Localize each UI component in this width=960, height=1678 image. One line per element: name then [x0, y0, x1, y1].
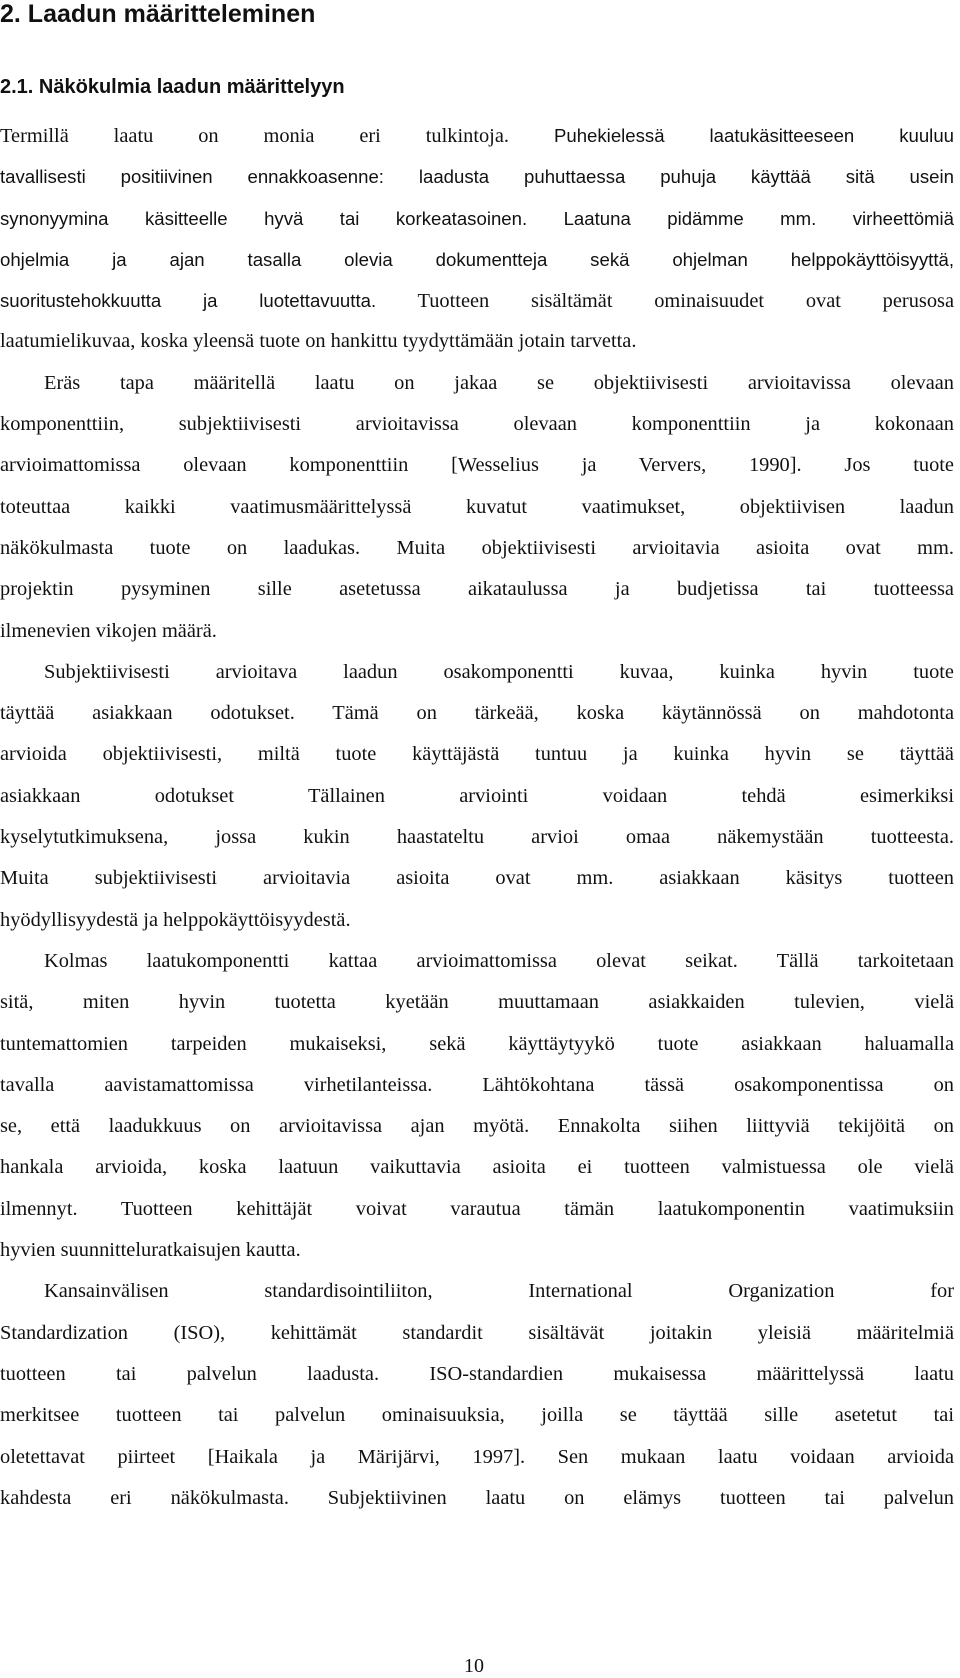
text-line: Muita subjektiivisesti arvioitavia asioita ovat mm. asiakkaan käsitys tuotteen — [0, 867, 954, 890]
text-line: Termillä laatu on monia eri tulkintoja. Puhekielessä laatukäsitteeseen kuuluu — [0, 125, 954, 147]
text-line: näkökulmasta tuote on laadukas. Muita objektiivisesti arvioitavia asioita ovat mm. — [0, 536, 954, 559]
text-line: Kolmas laatukomponentti kattaa arvioimattomissa olevat seikat. Tällä tarkoitetaan — [44, 949, 954, 972]
text-line: ilmenevien vikojen määrä. — [0, 619, 217, 642]
text-line: hyödyllisyydestä ja helppokäyttöisyydestä. — [0, 908, 351, 931]
text-line: toteuttaa kaikki vaatimusmäärittelyssä kuvatut vaatimukset, objektiivisen laadun — [0, 495, 954, 518]
text-line: suoritustehokkuutta ja luotettavuutta. Tuotteen sisältämät ominaisuudet ovat perusosa — [0, 290, 954, 313]
text-line: ilmennyt. Tuotteen kehittäjät voivat varautua tämän laatukomponentin vaatimuksiin — [0, 1197, 954, 1220]
text-line: merkitsee tuotteen tai palvelun ominaisuuksia, joilla se täyttää sille asetetut tai — [0, 1404, 954, 1427]
subsection-heading: 2.1. Näkökulmia laadun määrittelyyn — [0, 76, 345, 98]
body-text — [0, 115, 954, 1519]
text-line: arvioimattomissa olevaan komponenttiin [Wesselius ja Ververs, 1990]. Jos tuote — [0, 454, 954, 477]
text-line: sitä, miten hyvin tuotetta kyetään muuttamaan asiakkaiden tulevien, vielä — [0, 991, 954, 1014]
text-line: projektin pysyminen sille asetetussa aikataulussa ja budjetissa tai tuotteessa — [0, 578, 954, 601]
text-line: Eräs tapa määritellä laatu on jakaa se objektiivisesti arvioitavissa olevaan — [44, 371, 954, 394]
text-line: tuntemattomien tarpeiden mukaiseksi, sekä käyttäytyykö tuote asiakkaan haluamalla — [0, 1032, 954, 1055]
text-line: se, että laadukkuus on arvioitavissa ajan myötä. Ennakolta siihen liittyviä tekijöitä on — [0, 1115, 954, 1138]
text-line: hankala arvioida, koska laatuun vaikuttavia asioita ei tuotteen valmistuessa ole vielä — [0, 1156, 954, 1179]
text-line: täyttää asiakkaan odotukset. Tämä on tärkeää, koska käytännössä on mahdotonta — [0, 702, 954, 725]
text-line: oletettavat piirteet [Haikala ja Märijärvi, 1997]. Sen mukaan laatu voidaan arvioida — [0, 1445, 954, 1468]
text-line: arvioida objektiivisesti, miltä tuote käyttäjästä tuntuu ja kuinka hyvin se täyttää — [0, 743, 954, 766]
text-line: komponenttiin, subjektiivisesti arvioitavissa olevaan komponenttiin ja kokonaan — [0, 413, 954, 436]
text-line: laatumielikuvaa, koska yleensä tuote on hankittu tyydyttämään jotain tarvetta. — [0, 330, 637, 353]
text-line: synonyymina käsitteelle hyvä tai korkeatasoinen. Laatuna pidämme mm. virheettömiä — [0, 207, 954, 229]
text-line: tuotteen tai palvelun laadusta. ISO-standardien mukaisessa määrittelyssä laatu — [0, 1362, 954, 1385]
text-line: asiakkaan odotukset Tällainen arviointi voidaan tehdä esimerkiksi — [0, 784, 954, 807]
text-line: hyvien suunnitteluratkaisujen kautta. — [0, 1239, 301, 1262]
text-line: kahdesta eri näkökulmasta. Subjektiivinen laatu on elämys tuotteen tai palvelun — [0, 1486, 954, 1509]
section-heading: 2. Laadun määritteleminen — [0, 0, 316, 28]
text-line: Subjektiivisesti arvioitava laadun osakomponentti kuvaa, kuinka hyvin tuote — [44, 660, 954, 683]
text-line: Standardization (ISO), kehittämät standardit sisältävät joitakin yleisiä määritelmiä — [0, 1321, 954, 1344]
text-line: tavalla aavistamattomissa virhetilanteissa. Lähtökohtana tässä osakomponentissa on — [0, 1073, 954, 1096]
text-line: Kansainvälisen standardisointiliiton, International Organization for — [44, 1280, 954, 1303]
text-line: tavallisesti positiivinen ennakkoasenne: laadusta puhuttaessa puhuja käyttää sitä usein — [0, 166, 954, 188]
page-number: 10 — [464, 1655, 484, 1677]
text-line: kyselytutkimuksena, jossa kukin haastateltu arvioi omaa näkemystään tuotteesta. — [0, 826, 954, 849]
text-line: ohjelmia ja ajan tasalla olevia dokumentteja sekä ohjelman helppokäyttöisyyttä, — [0, 248, 954, 270]
